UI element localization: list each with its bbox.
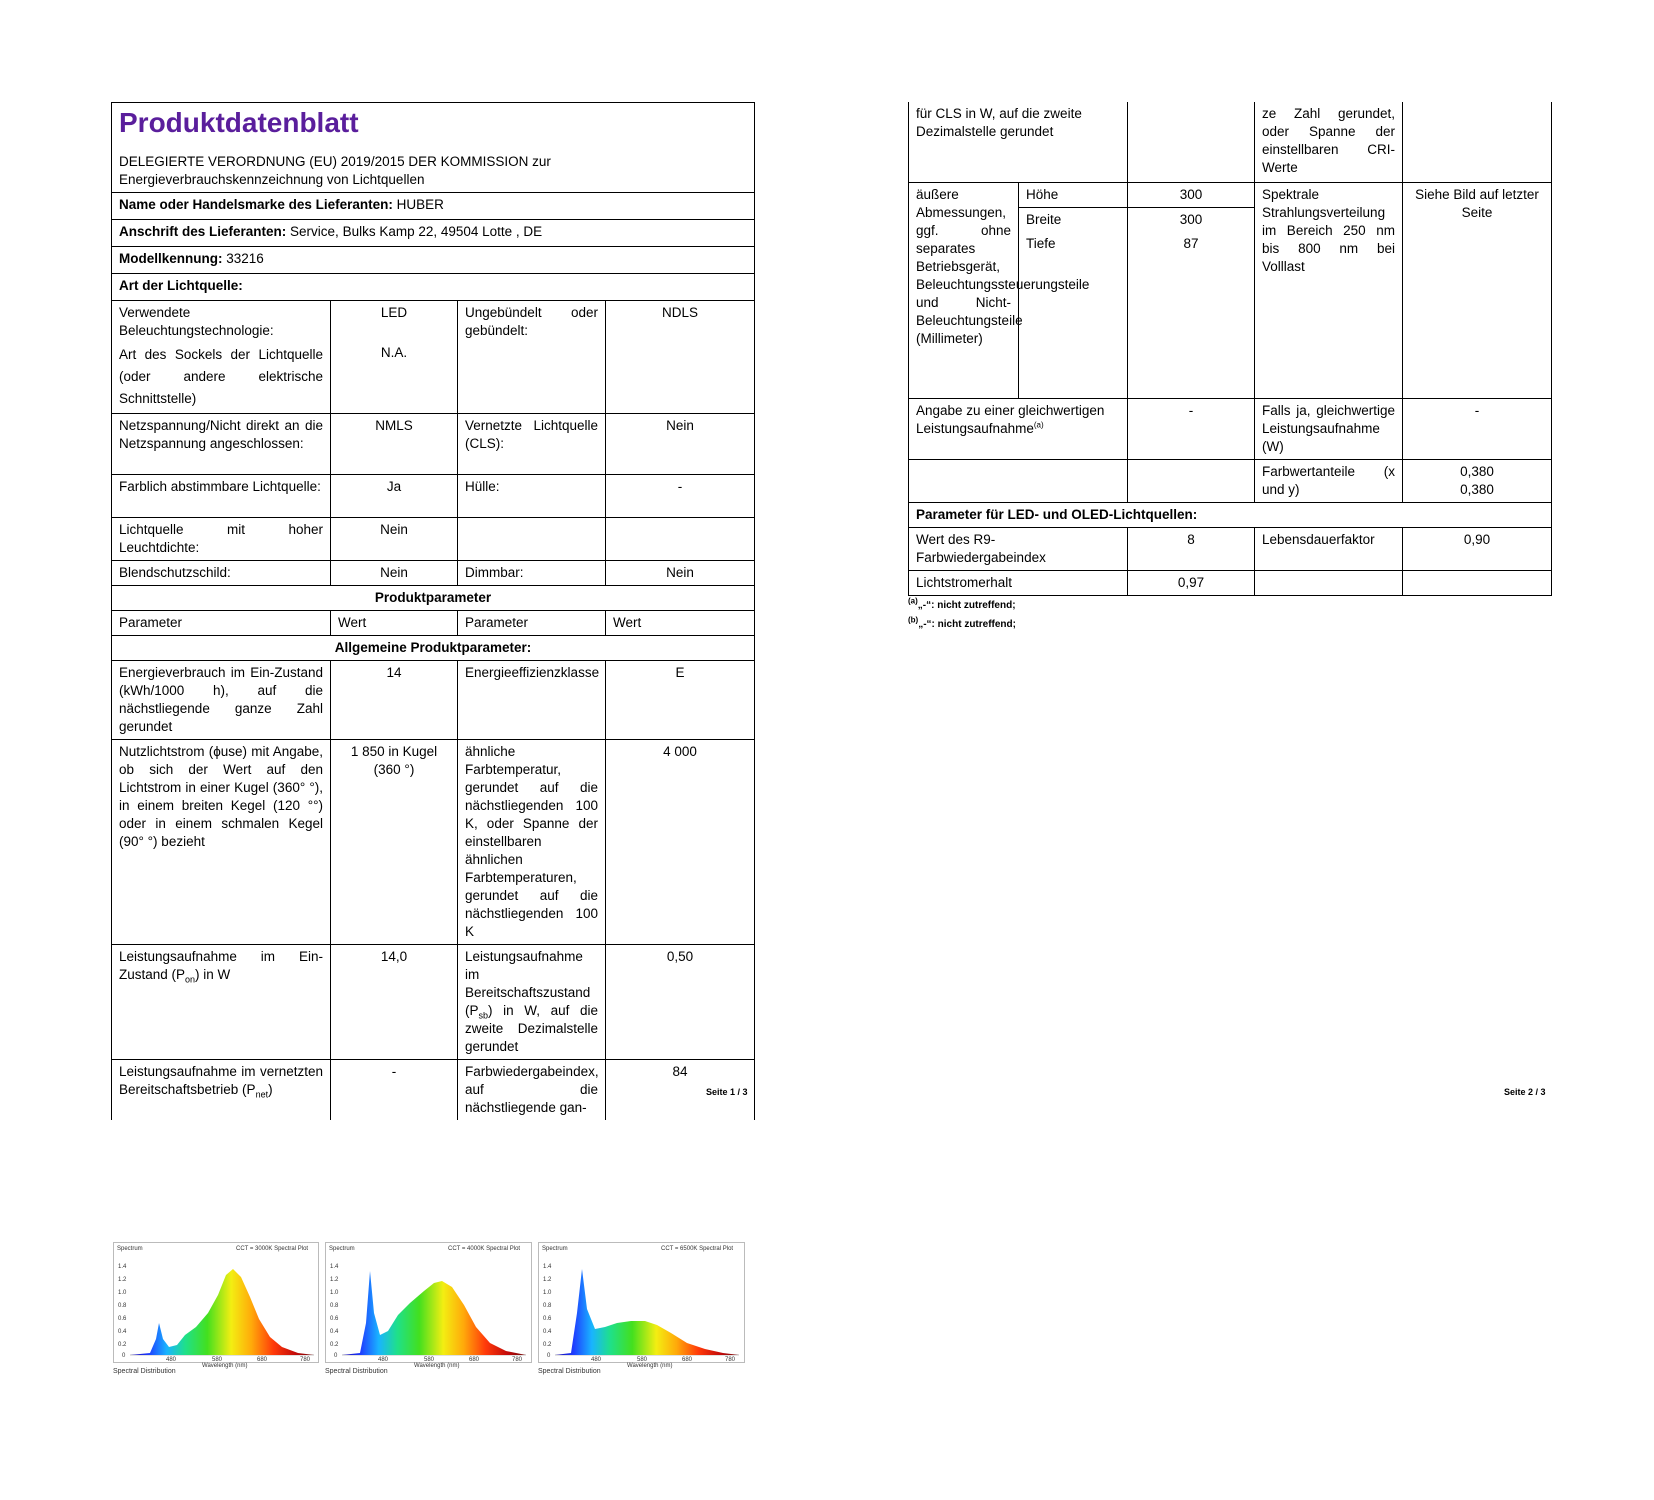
envelope-value: - (606, 475, 755, 518)
survival-label: Lebensdauerfaktor (1255, 528, 1403, 571)
cct-label: ähnliche Farbtemperatur, gerundet auf die nächstliegenden 100 K, oder Spanne der einstellbaren ähnlichen Farbtemperaturen, gerundet auf die nächstliegenden 100 K (458, 740, 606, 945)
regulation-text: DELEGIERTE VERORDNUNG (EU) 2019/2015 DER KOMMISSION zur Energieverbrauchskennzeichnung von Lichtquellen (112, 150, 755, 193)
supplier-value: HUBER (396, 197, 444, 212)
plot-caption: Spectral Distribution (325, 1368, 388, 1375)
envelope-label: Hülle: (458, 475, 606, 518)
y-tick: 1.0 (118, 1290, 127, 1296)
focus-value: NDLS (606, 301, 755, 414)
y-tick: 1.4 (543, 1264, 552, 1270)
spectral-label: Spektrale Strahlungsverteilung im Bereich 250 nm bis 800 nm bei Volllast (1255, 183, 1403, 399)
y-tick: 0.4 (118, 1329, 127, 1335)
plot-ylabel: Spectrum (117, 1246, 143, 1252)
y-ticks (330, 1264, 339, 1359)
spectral-plot-3 (538, 1242, 745, 1375)
address-label: Anschrift des Lieferanten: (119, 224, 287, 239)
y-tick: 0.8 (330, 1303, 339, 1309)
plot-header: CCT = 3000K Spectral Plot (236, 1246, 309, 1252)
y-tick: 0 (334, 1353, 338, 1359)
equivalent-value: - (1128, 399, 1255, 460)
page-1 (111, 102, 755, 1120)
dimensions-label: äußere Abmessungen, ggf. ohne separates Betriebsgerät, Beleuchtungssteuerungsteile und Nicht-Beleuchtungsteile (Millimeter) (909, 183, 1019, 399)
product-params-heading: Produktparameter (112, 586, 755, 611)
dimmable-value: Nein (606, 561, 755, 586)
x-tick: 780 (512, 1357, 523, 1363)
model-value: 33216 (226, 251, 264, 266)
height-label: Höhe (1019, 183, 1128, 208)
product-sheet-table-page-1 (111, 102, 755, 1120)
socket-label: Art des Sockels der Lichtquelle (oder andere elektrische Schnittstelle) (119, 347, 323, 406)
plot-xlabel: Wavelength (nm) (202, 1363, 248, 1369)
x-tick: 680 (682, 1357, 693, 1363)
col-value-2: Wert (606, 611, 755, 636)
socket-value: N.A. (380, 345, 408, 360)
x-tick: 680 (257, 1357, 268, 1363)
y-tick: 1.2 (118, 1277, 127, 1283)
equivalent-label: Angabe zu einer gleichwertigen Leistungsaufnahme$^{(a)}$ (909, 399, 1128, 460)
y-tick: 0.2 (118, 1342, 127, 1348)
tech-label: Verwendete Beleuchtungstechnologie: (119, 305, 274, 338)
y-tick: 1.4 (118, 1264, 127, 1270)
supplier-label: Name oder Handelsmarke des Lieferanten: (119, 197, 393, 212)
tunable-label: Farblich abstimmbare Lichtquelle: (112, 475, 331, 518)
cct-value: 4 000 (606, 740, 755, 945)
model-label: Modellkennung: (119, 251, 223, 266)
chromaticity-x: 0,380 (1460, 464, 1494, 479)
page-title: Produktdatenblatt (119, 107, 359, 138)
col-param-1: Parameter (112, 611, 331, 636)
y-tick: 1.4 (330, 1264, 339, 1270)
depth-label: Tiefe (1019, 232, 1128, 399)
y-tick: 1.2 (330, 1277, 339, 1283)
pon-value: 14,0 (331, 945, 458, 1060)
address-value: Service, Bulks Kamp 22, 49504 Lotte , DE (290, 224, 543, 239)
y-tick: 0.8 (543, 1303, 552, 1309)
survival-value: 0,90 (1403, 528, 1552, 571)
pnet-label-continued: für CLS in W, auf die zweite Dezimalstelle gerundet (909, 102, 1128, 183)
r9-value: 8 (1128, 528, 1255, 571)
mains-label: Netzspannung/Nicht direkt an die Netzspannung angeschlossen: (112, 414, 331, 475)
pon-label: Leistungsaufnahme im Ein-Zustand $(P_{on})$ in W (112, 945, 331, 1060)
y-tick: 0.4 (543, 1329, 552, 1335)
plot-header: CCT = 4000K Spectral Plot (448, 1246, 521, 1252)
x-tick: 480 (591, 1357, 602, 1363)
high-luminance-label: Lichtquelle mit hoher Leuchtdichte: (112, 518, 331, 561)
maintenance-label: Lichtstromerhalt (909, 571, 1128, 596)
product-sheet-table-page-2 (908, 102, 1552, 596)
x-tick: 580 (424, 1357, 435, 1363)
footnote-b: $^{(b)}$„-“: nicht zutreffend; (908, 615, 1016, 630)
spectrum-curve (130, 1269, 314, 1355)
psb-value: 0,50 (606, 945, 755, 1060)
mains-value: NMLS (331, 414, 458, 475)
footnote-a: $^{(a)}$„-“: nicht zutreffend; (908, 596, 1016, 611)
page-2 (908, 102, 1552, 630)
general-params-heading: Allgemeine Produktparameter: (112, 636, 755, 661)
energy-label: Energieverbrauch im Ein-Zustand (kWh/1000 h), auf die nächstliegende ganze Zahl gerundet (112, 661, 331, 740)
maintenance-value: 0,97 (1128, 571, 1255, 596)
spectral-plot-2 (325, 1242, 532, 1375)
y-tick: 1.2 (543, 1277, 552, 1283)
flux-value: 1 850 in Kugel (360 °) (331, 740, 458, 945)
y-tick: 0.6 (330, 1316, 339, 1322)
col-param-2: Parameter (458, 611, 606, 636)
y-tick: 0.6 (543, 1316, 552, 1322)
energy-value: 14 (331, 661, 458, 740)
y-tick: 1.0 (330, 1290, 339, 1296)
plot-header: CCT = 6500K Spectral Plot (661, 1246, 734, 1252)
cls-value: Nein (606, 414, 755, 475)
page-number-2: Seite 2 / 3 (1504, 1087, 1546, 1097)
x-tick: 780 (300, 1357, 311, 1363)
plot-ylabel: Spectrum (329, 1246, 355, 1252)
equivalent-power-value: - (1403, 399, 1552, 460)
efficiency-class-label: Energieeffizienzklasse (458, 661, 606, 740)
r9-label: Wert des R9-Farbwiedergabeindex (909, 528, 1128, 571)
chromaticity-y: 0,380 (1460, 482, 1494, 497)
plot-xlabel: Wavelength (nm) (627, 1363, 673, 1369)
light-source-type-heading: Art der Lichtquelle: (112, 274, 755, 301)
spectral-value: Siehe Bild auf letzter Seite (1403, 183, 1552, 399)
spectral-chart-3000k (113, 1242, 319, 1369)
x-tick: 580 (212, 1357, 223, 1363)
efficiency-class-value: E (606, 661, 755, 740)
y-ticks (118, 1264, 127, 1359)
chromaticity-label: Farbwertanteile (x und y) (1255, 460, 1403, 503)
col-value-1: Wert (331, 611, 458, 636)
y-tick: 0.2 (330, 1342, 339, 1348)
tunable-value: Ja (331, 475, 458, 518)
y-tick: 0 (547, 1353, 551, 1359)
plot-caption: Spectral Distribution (538, 1368, 601, 1375)
x-tick: 680 (469, 1357, 480, 1363)
spectral-plot-1 (113, 1242, 319, 1375)
y-tick: 1.0 (543, 1290, 552, 1296)
spectrum-curve (342, 1271, 526, 1355)
high-luminance-value: Nein (331, 518, 458, 561)
cri-label-continued: ze Zahl gerundet, oder Spanne der einstellbaren CRI-Werte (1255, 102, 1403, 183)
flux-label: Nutzlichtstrom (ϕuse) mit Angabe, ob sich der Wert auf den Lichtstrom in einer Kugel (360° °), in einem breiten Kegel (120 °°) oder in einem schmalen Kegel (90° °) bezieht (112, 740, 331, 945)
focus-label: Ungebündelt oder gebündelt: (458, 301, 606, 414)
dimmable-label: Dimmbar: (458, 561, 606, 586)
depth-value: 87 (1128, 232, 1255, 399)
page-number-1: Seite 1 / 3 (706, 1087, 748, 1097)
width-label: Breite (1019, 208, 1128, 233)
cri-label: Farbwiedergabeindex, auf die nächstliegende gan- (458, 1060, 606, 1121)
y-tick: 0.4 (330, 1329, 339, 1335)
psb-label: Leistungsaufnahme im Bereitschaftszustand $(P_{sb})$ in W, auf die zweite Dezimalstelle gerundet (458, 945, 606, 1060)
led-params-heading: Parameter für LED- und OLED-Lichtquellen: (909, 503, 1552, 528)
y-tick: 0.6 (118, 1316, 127, 1322)
spectral-chart-6500k (538, 1242, 745, 1369)
x-tick: 480 (166, 1357, 177, 1363)
height-value: 300 (1128, 183, 1255, 208)
cri-value: 84 (606, 1060, 755, 1121)
x-tick: 580 (637, 1357, 648, 1363)
y-tick: 0 (122, 1353, 126, 1359)
pnet-label: Leistungsaufnahme im vernetzten Bereitschaftsbetrieb $(P_{net})$ (112, 1060, 331, 1121)
pnet-value: - (331, 1060, 458, 1121)
tech-value: LED (380, 305, 408, 320)
x-tick: 480 (378, 1357, 389, 1363)
glare-label: Blendschutzschild: (112, 561, 331, 586)
glare-value: Nein (331, 561, 458, 586)
width-value: 300 (1128, 208, 1255, 233)
plot-caption: Spectral Distribution (113, 1368, 176, 1375)
equivalent-power-label: Falls ja, gleichwertige Leistungsaufnahme (W) (1255, 399, 1403, 460)
y-ticks (543, 1264, 552, 1359)
spectrum-curve (555, 1269, 739, 1355)
spectral-chart-4000k (325, 1242, 532, 1369)
plot-xlabel: Wavelength (nm) (414, 1363, 460, 1369)
cls-label: Vernetzte Lichtquelle (CLS): (458, 414, 606, 475)
y-tick: 0.8 (118, 1303, 127, 1309)
y-tick: 0.2 (543, 1342, 552, 1348)
plot-ylabel: Spectrum (542, 1246, 568, 1252)
x-tick: 780 (725, 1357, 736, 1363)
